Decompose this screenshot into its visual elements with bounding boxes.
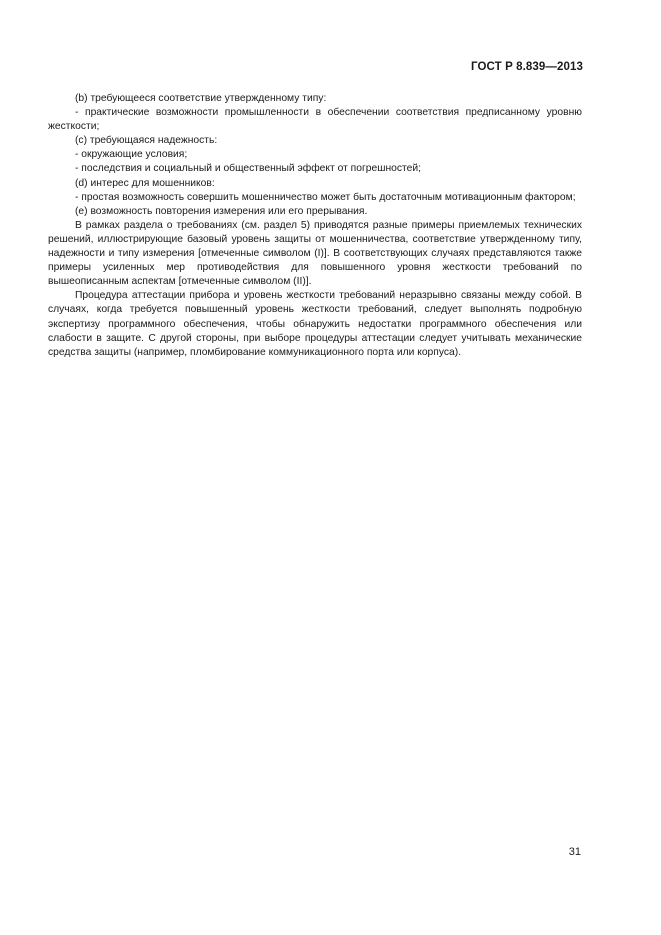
list-subitem-b1: - практические возможности промышленности в обеспечении соответствия предписанному уровню жесткости; [48,107,582,133]
document-body [48,92,582,360]
page-number: 31 [568,846,581,858]
list-subitem-c2: - последствия и социальный и общественный эффект от погрешностей; [75,163,421,175]
body-paragraph-requirements: В рамках раздела о требованиях (см. раздел 5) приводятся разные примеры приемлемых технических решений, иллюстрирующие базовый уровень защиты от мошенничества, соответствие утвержденному типу, надежности и типу измерения [отмеченные символом (I)]. В соответствующих случаях представляются также примеры усиленных мер противодействия для повышенного уровня жесткости требований по вышеописанным аспектам [отмеченные символом (II)]. [48,219,582,288]
list-item-c: (c) требующаяся надежность: [75,135,218,147]
list-item-e: (е) возможность повторения измерения или его прерывания. [75,205,368,217]
list-item-b: (b) требующееся соответствие утвержденному типу: [75,93,327,104]
list-item-d: (d) интерес для мошенников: [75,177,215,189]
body-paragraph-attestation: Процедура аттестации прибора и уровень жесткости требований неразрывно связаны между собой. В случаях, когда требуется повышенный уровень жесткости требований, следует выполнять подробную экспертизу программного обеспечения, чтобы обнаружить недостатки программного обеспечения или слабости в защите. С другой стороны, при выборе процедуры аттестации следует учитывать механические средства защиты (например, пломбирование коммуникационного порта или корпуса). [48,290,582,358]
list-subitem-d1: - простая возможность совершить мошенничество может быть достаточным мотивационным фактором; [75,191,576,203]
list-subitem-c1: - окружающие условия; [75,149,188,161]
document-standard-header: ГОСТ Р 8.839—2013 [471,61,583,73]
